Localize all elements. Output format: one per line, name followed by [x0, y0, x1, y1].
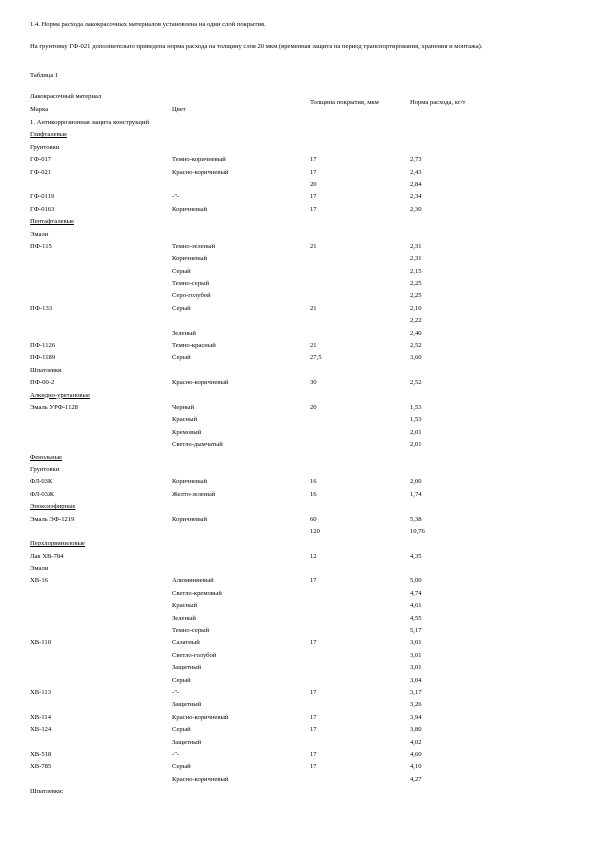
table-row [0, 204, 595, 216]
cell-c1: ПФ-115 [30, 242, 52, 250]
cell-c2: Кремовый [172, 428, 202, 436]
cell-c3: 21 [310, 242, 317, 250]
cell-c1: ГФ-0119 [30, 193, 55, 201]
table-row [0, 414, 595, 426]
table-row [0, 737, 595, 749]
table-row [0, 675, 595, 687]
cell-c2: Темно-серый [172, 627, 210, 635]
table-row [0, 526, 595, 538]
table-row [0, 600, 595, 612]
cell-c2: Коричневый [172, 478, 208, 486]
cell-c3: 120 [310, 527, 320, 535]
cell-c3: 21 [310, 342, 317, 350]
cell-c2: Серый [172, 726, 191, 734]
table-row [0, 439, 595, 451]
cell-c1: ХВ-113 [30, 688, 52, 696]
cell-c4: 2,31 [410, 242, 422, 250]
cell-c2: Защитный [172, 701, 202, 709]
cell-c1: Эпоксиэфирные [30, 503, 76, 511]
table-row [0, 575, 595, 587]
cell-c2: Зеленый [172, 329, 196, 337]
table-row [0, 687, 595, 699]
table-row [0, 315, 595, 327]
cell-c3: 27,5 [310, 354, 322, 362]
table-row [0, 266, 595, 278]
cell-c1: ХВ-16 [30, 577, 48, 585]
cell-c1: Лак ХВ-784 [30, 552, 64, 560]
table-row [0, 625, 595, 637]
table-row [0, 501, 595, 513]
cell-c2: Светло-кремовый [172, 589, 222, 597]
table-row [0, 278, 595, 290]
cell-c2: Темно-коричневый [172, 156, 226, 164]
cell-c4: 2,25 [410, 280, 422, 288]
table-caption: Таблица 1 [30, 72, 59, 79]
table-row [0, 290, 595, 302]
cell-c4: 3,26 [410, 701, 422, 709]
cell-c4: 2,00 [410, 478, 422, 486]
cell-c2: Зеленый [172, 614, 196, 622]
table-row [0, 377, 595, 389]
table-row [0, 352, 595, 364]
cell-c4: 4,35 [410, 552, 422, 560]
cell-c4: 3,60 [410, 354, 422, 362]
cell-c1: ПФ-133 [30, 304, 53, 312]
cell-c4: 2,30 [410, 205, 422, 213]
cell-c4: 4,74 [410, 589, 422, 597]
table-row [0, 538, 595, 550]
cell-c4: 3,04 [410, 676, 422, 684]
cell-c3: 17 [310, 726, 317, 734]
cell-c4: 4,10 [410, 763, 422, 771]
cell-c2: Серый [172, 676, 191, 684]
table-row [0, 253, 595, 265]
table-row [0, 452, 595, 464]
cell-c1: Глифталевые [30, 131, 68, 139]
cell-c2: Серый [172, 267, 191, 275]
cell-c1: Шпатлевки: [30, 788, 64, 796]
cell-c2: Красный [172, 416, 198, 424]
header-material: Лакокрасочный материал [30, 93, 102, 100]
cell-c4: 3,01 [410, 664, 422, 672]
cell-c1: Перхлорвиниловые [30, 540, 85, 548]
cell-c3: 17 [310, 156, 317, 164]
cell-c4: 2,73 [410, 156, 422, 164]
cell-c2: Коричневый [172, 255, 208, 263]
cell-c2: Красный [172, 602, 198, 610]
table-row [0, 786, 595, 798]
cell-c2: Салатный [172, 639, 200, 647]
materials-table [0, 117, 595, 798]
table-row [0, 154, 595, 166]
cell-c3: 16 [310, 490, 317, 498]
cell-c1: ХВ-114 [30, 713, 52, 721]
cell-c2: Темно-зеленый [172, 242, 216, 250]
cell-c4: 2,01 [410, 441, 422, 449]
cell-c4: 2,34 [410, 193, 422, 201]
section-title: 1.4. Норма расхода лакокрасочных материалов установлена на один слой покрытия. [30, 21, 266, 28]
cell-c2: Защитный [172, 738, 202, 746]
table-row [0, 563, 595, 575]
cell-c3: 17 [310, 577, 317, 585]
cell-c1: Алкидно-уретановые [30, 391, 90, 399]
cell-c2: Коричневый [172, 205, 208, 213]
cell-c1: Пентафталевые [30, 218, 75, 226]
cell-c4: 2,22 [410, 317, 422, 325]
table-row [0, 489, 595, 501]
cell-c3: 20 [310, 180, 317, 188]
cell-c2: Серо-голубой [172, 292, 211, 300]
header-thickness: Толщина покрытия, мкм [310, 99, 379, 106]
table-row [0, 724, 595, 736]
table-row [0, 476, 595, 488]
cell-c1: Шпатлевки [30, 366, 62, 374]
cell-c3: 16 [310, 478, 317, 486]
table-row [0, 241, 595, 253]
cell-c3: 12 [310, 552, 317, 560]
cell-c4: 2,43 [410, 168, 422, 176]
cell-c4: 2,10 [410, 304, 422, 312]
cell-c3: 17 [310, 639, 317, 647]
cell-c1: Эмали [30, 565, 49, 573]
cell-c4: 5,00 [410, 577, 422, 585]
cell-c1: Эмаль ЭФ-1219 [30, 515, 75, 523]
cell-c2: Коричневый [172, 515, 208, 523]
table-row [0, 712, 595, 724]
cell-c2: Красно-коричневый [172, 775, 229, 783]
cell-c2: Черный [172, 403, 194, 411]
table-row [0, 179, 595, 191]
table-row [0, 142, 595, 154]
table-row [0, 662, 595, 674]
cell-c1: ХВ-785 [30, 763, 52, 771]
table-row [0, 402, 595, 414]
cell-c2: Серый [172, 304, 191, 312]
header-norm: Норма расхода, кг/т [410, 99, 466, 106]
cell-c4: 3,80 [410, 726, 422, 734]
table-row [0, 427, 595, 439]
header-mark: Марка [30, 106, 49, 113]
cell-c4: 4,27 [410, 775, 422, 783]
cell-c2: -"- [172, 750, 180, 758]
cell-c1: ФЛ-03К [30, 478, 53, 486]
cell-c1: ГФ-0163 [30, 205, 55, 213]
cell-c4: 2,84 [410, 180, 422, 188]
cell-c4: 1,74 [410, 490, 422, 498]
cell-c4: 4,02 [410, 738, 422, 746]
cell-c1: ПФ-1189 [30, 354, 56, 362]
cell-c3: 17 [310, 763, 317, 771]
cell-c2: -"- [172, 193, 180, 201]
cell-c1: ХВ-124 [30, 726, 52, 734]
cell-c4: 4,61 [410, 602, 422, 610]
cell-c3: 17 [310, 193, 317, 201]
table-row [0, 390, 595, 402]
cell-c4: 3,94 [410, 713, 422, 721]
header-color: Цвет [172, 106, 186, 113]
cell-c4: 2,25 [410, 292, 422, 300]
cell-c4: 1,53 [410, 403, 422, 411]
cell-c1: Эмаль УРФ-1128 [30, 403, 78, 411]
table-row [0, 749, 595, 761]
cell-c2: Красно-коричневый [172, 168, 229, 176]
table-row [0, 699, 595, 711]
cell-c2: Алюминиевый [172, 577, 214, 585]
cell-c1: ХВ-110 [30, 639, 52, 647]
cell-c4: 1,53 [410, 416, 422, 424]
cell-c3: 17 [310, 688, 317, 696]
cell-c2: Красно-коричневый [172, 379, 229, 387]
cell-c4: 2,52 [410, 342, 422, 350]
cell-c3: 30 [310, 379, 317, 387]
cell-c4: 3,17 [410, 688, 422, 696]
cell-c1: ГФ-021 [30, 168, 52, 176]
table-row [0, 340, 595, 352]
cell-c4: 4,55 [410, 614, 422, 622]
cell-c4: 5,38 [410, 515, 422, 523]
cell-c2: Темно-красный [172, 342, 216, 350]
table-row [0, 229, 595, 241]
cell-c2: Серый [172, 354, 191, 362]
cell-c2: Темно-серый [172, 280, 210, 288]
table-row [0, 761, 595, 773]
cell-c3: 20 [310, 403, 317, 411]
table-row [0, 167, 595, 179]
cell-c3: 17 [310, 168, 317, 176]
cell-c2: Желто-зеленый [172, 490, 216, 498]
cell-c1: ФЛ-03Ж [30, 490, 54, 498]
cell-c1: 1. Антикоррозионная защита конструкций [30, 119, 149, 126]
cell-c2: -"- [172, 688, 180, 696]
cell-c1: Грунтовки [30, 143, 60, 151]
cell-c4: 2,31 [410, 255, 422, 263]
cell-c3: 17 [310, 713, 317, 721]
table-row [0, 117, 595, 129]
table-row [0, 129, 595, 141]
table-row [0, 464, 595, 476]
cell-c1: Грунтовки [30, 465, 60, 473]
cell-c4: 2,40 [410, 329, 422, 337]
cell-c4: 3,01 [410, 639, 422, 647]
table-row [0, 613, 595, 625]
cell-c1: Фенольные [30, 453, 63, 461]
cell-c3: 21 [310, 304, 317, 312]
table-row [0, 514, 595, 526]
cell-c2: Защитный [172, 664, 202, 672]
table-row [0, 191, 595, 203]
table-row [0, 365, 595, 377]
cell-c1: ГФ-017 [30, 156, 52, 164]
cell-c3: 17 [310, 750, 317, 758]
cell-c4: 5,17 [410, 627, 422, 635]
table-row [0, 774, 595, 786]
cell-c3: 17 [310, 205, 317, 213]
cell-c1: ХВ-518 [30, 750, 52, 758]
cell-c2: Светло-дымчатый [172, 441, 223, 449]
table-row [0, 303, 595, 315]
table-row [0, 328, 595, 340]
table-row [0, 216, 595, 228]
cell-c4: 2,15 [410, 267, 422, 275]
cell-c1: ПФ-00-2 [30, 379, 55, 387]
cell-c2: Светло-голубой [172, 651, 217, 659]
cell-c4: 2,52 [410, 379, 422, 387]
table-row [0, 637, 595, 649]
cell-c4: 10,76 [410, 527, 425, 535]
intro-paragraph: На грунтовку ГФ-021 дополнительно приведена норма расхода на толщину слоя 20 мкм (временная защита на период транспортирования, хранения и монтажа). [30, 43, 483, 50]
cell-c1: ПФ-1126 [30, 342, 56, 350]
cell-c2: Красно-коричневый [172, 713, 229, 721]
table-row [0, 551, 595, 563]
table-row [0, 588, 595, 600]
cell-c4: 4,60 [410, 750, 422, 758]
cell-c4: 3,01 [410, 651, 422, 659]
cell-c2: Серый [172, 763, 191, 771]
cell-c1: Эмали [30, 230, 49, 238]
cell-c3: 60 [310, 515, 317, 523]
table-row [0, 650, 595, 662]
cell-c4: 2,01 [410, 428, 422, 436]
